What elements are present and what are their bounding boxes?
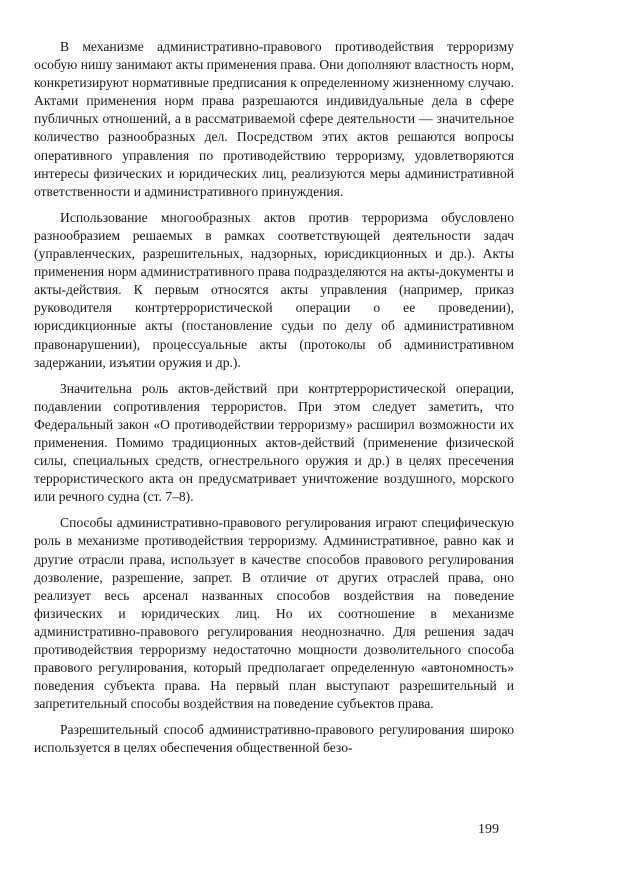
paragraph-regulation-methods: Способы административно-правового регулирования играют специфическую роль в механизме противодействия терроризму. Административное, равно как и другие отрасли права, использует в качестве способов правового регулирования дозволение, разрешение, запрет. В отличие от других отраслей права, оно реализует весь арсенал названных способов воздействия на поведение физических и юридических лиц. Но их соотношение в механизме административно-правового регулирования неоднозначно. Для решения задач противодействия терроризму недостаточно мощности дозволительного способа правового регулирования, который предполагает определенную «автономность» поведения субъекта права. На первый план выступают разрешительный и запретительный способы воздействия на поведение субъектов права.	[34, 515, 514, 712]
page-body	[34, 38, 514, 766]
paragraph-acts-actions: Значительна роль актов-действий при контртеррористической операции, подавлении сопротивления террористов. При этом следует заметить, что Федеральный закон «О противодействии терроризму» расширил возможности их применения. Помимо традиционных актов-действий (применение физической силы, специальных средств, огнестрельного оружия и др.) в целях пресечения террористического акта он предусматривает уничтожение воздушного, морского или речного судна (ст. 7–8).	[34, 380, 514, 505]
page-number: 199	[478, 822, 499, 837]
paragraph-permissive-method: Разрешительный способ административно-правового регулирования широко используется в целях обеспечения общественной безо-	[34, 722, 514, 756]
paragraph-acts-of-application: В механизме административно-правового противодействия терроризму особую нишу занимают акты применения права. Они дополняют властность норм, конкретизируют нормативные предписания к определенному жизненному случаю. Актами применения норм права разрешаются индивидуальные дела в сфере публичных отношений, а в рассматриваемой сфере деятельности — значительное количество разнообразных дел. Посредством этих актов решаются вопросы оперативного управления по противодействию терроризму, удовлетворяются интересы физических и юридических лиц, реализуются меры административной ответственности и административного принуждения.	[34, 39, 515, 199]
paragraph-variety-of-acts: Использование многообразных актов против терроризма обусловлено разнообразием решаемых в рамках соответствующей деятельности задач (управленческих, разрешительных, надзорных, юрисдикционных и др.). Акты применения норм административного права подразделяются на акты-документы и акты-действия. К первым относятся акты управления (например, приказ руководителя контртеррористической операции о ее проведении), юрисдикционные акты (постановление судьи по делу об административном правонарушении), процессуальные акты (протоколы об административном задержании, изъятии оружия и др.).	[34, 209, 514, 370]
